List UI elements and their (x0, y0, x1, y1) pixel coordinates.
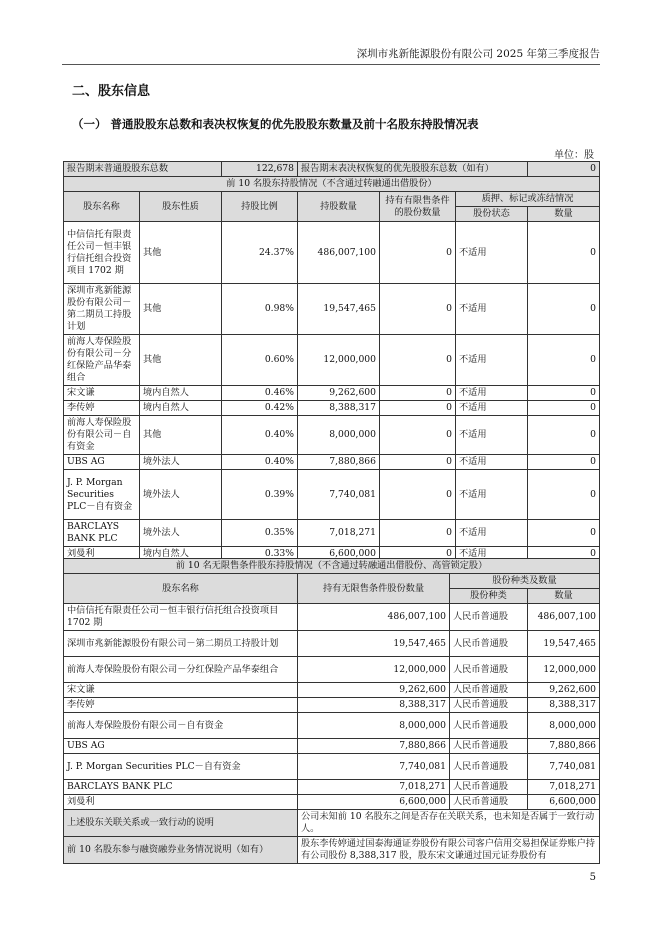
shareholder-qty: 6,600,000 (298, 547, 380, 562)
shareholder-ratio: 0.40% (222, 416, 298, 455)
pledge-qty: 0 (528, 401, 600, 416)
table-row (64, 386, 600, 401)
shareholder-qty: 7,018,271 (298, 520, 380, 547)
shareholder-nature: 境内自然人 (140, 386, 222, 401)
shareholder-restricted: 0 (380, 386, 456, 401)
table-row (64, 284, 600, 335)
shareholder-nature: 境内自然人 (140, 547, 222, 562)
share-kind: 人民币普通股 (450, 604, 528, 631)
table-row (64, 520, 600, 547)
shareholder-restricted: 0 (380, 547, 456, 562)
shareholder-name: 宋文谦 (64, 386, 140, 401)
shareholder-ratio: 0.33% (222, 547, 298, 562)
pledge-status: 不适用 (456, 520, 528, 547)
page-number: 5 (589, 872, 596, 883)
holder-qty: 7,018,271 (298, 780, 450, 795)
shareholder-qty: 7,880,866 (298, 455, 380, 470)
shareholder-ratio: 0.35% (222, 520, 298, 547)
pledge-qty: 0 (528, 222, 600, 284)
summary-value-common: 122,678 (222, 162, 298, 177)
table-row (64, 416, 600, 455)
page-header: 深圳市兆新能源股份有限公司 2025 年第三季度报告 (62, 46, 600, 65)
shareholder-name: 前海人寿保险股份有限公司－自有资金 (64, 416, 140, 455)
table-row (64, 780, 600, 795)
table-row (64, 401, 600, 416)
shareholder-name: 深圳市兆新能源股份有限公司－第二期员工持股计划 (64, 284, 140, 335)
relation-note-text: 公司未知前 10 名股东之间是否存在关联关系，也未知是否属于一致行动人。 (298, 810, 600, 837)
shareholder-nature: 其他 (140, 335, 222, 386)
col-header-pledge-status: 股份状态 (456, 207, 528, 222)
holder-qty: 6,600,000 (298, 795, 450, 810)
shareholder-restricted: 0 (380, 222, 456, 284)
shareholder-qty: 8,000,000 (298, 416, 380, 455)
share-kind: 人民币普通股 (450, 657, 528, 683)
col-header-name: 股东名称 (64, 192, 140, 222)
pledge-qty: 0 (528, 547, 600, 562)
pledge-qty: 0 (528, 416, 600, 455)
share-amount: 6,600,000 (528, 795, 600, 810)
holder-name: 刘曼利 (64, 795, 298, 810)
pledge-status: 不适用 (456, 386, 528, 401)
share-kind: 人民币普通股 (450, 698, 528, 713)
shareholder-nature: 境内自然人 (140, 401, 222, 416)
share-amount: 8,388,317 (528, 698, 600, 713)
shareholder-nature: 境外法人 (140, 455, 222, 470)
col-header-ratio: 持股比例 (222, 192, 298, 222)
holder-qty: 9,262,600 (298, 683, 450, 698)
share-amount: 7,740,081 (528, 754, 600, 780)
share-kind: 人民币普通股 (450, 795, 528, 810)
shareholder-qty: 19,547,465 (298, 284, 380, 335)
share-amount: 19,547,465 (528, 631, 600, 657)
pledge-status: 不适用 (456, 222, 528, 284)
holder-name: 宋文谦 (64, 683, 298, 698)
shareholder-restricted: 0 (380, 284, 456, 335)
shareholder-qty: 7,740,081 (298, 470, 380, 520)
shareholder-restricted: 0 (380, 335, 456, 386)
shareholder-qty: 486,007,100 (298, 222, 380, 284)
shareholder-restricted: 0 (380, 520, 456, 547)
shareholder-qty: 8,388,317 (298, 401, 380, 416)
pledge-qty: 0 (528, 335, 600, 386)
subsection-title: （一） 普通股股东总数和表决权恢复的优先股股东数量及前十名股东持股情况表 (72, 117, 479, 131)
share-amount: 8,000,000 (528, 713, 600, 739)
shareholder-restricted: 0 (380, 416, 456, 455)
table-row (64, 604, 600, 631)
shareholder-qty: 12,000,000 (298, 335, 380, 386)
shareholder-nature: 其他 (140, 416, 222, 455)
shareholder-name: 前海人寿保险股份有限公司－分红保险产品华泰组合 (64, 335, 140, 386)
share-kind: 人民币普通股 (450, 780, 528, 795)
pledge-qty: 0 (528, 455, 600, 470)
share-amount: 486,007,100 (528, 604, 600, 631)
share-kind: 人民币普通股 (450, 754, 528, 780)
shareholder-name: UBS AG (64, 455, 140, 470)
table-row (64, 631, 600, 657)
shareholder-name: 刘曼利 (64, 547, 140, 562)
shareholder-name: BARCLAYS BANK PLC (64, 520, 140, 547)
table-row (64, 657, 600, 683)
table-row (64, 683, 600, 698)
share-kind: 人民币普通股 (450, 713, 528, 739)
shareholder-restricted: 0 (380, 470, 456, 520)
shareholder-ratio: 0.39% (222, 470, 298, 520)
table-row (64, 795, 600, 810)
holder-qty: 12,000,000 (298, 657, 450, 683)
holder-qty: 7,740,081 (298, 754, 450, 780)
pledge-status: 不适用 (456, 335, 528, 386)
table-row (64, 713, 600, 739)
table-row (64, 222, 600, 284)
col-header-share-amount: 数量 (528, 589, 600, 604)
holder-qty: 8,000,000 (298, 713, 450, 739)
holder-name: 中信信托有限责任公司－恒丰银行信托组合投资项目 1702 期 (64, 604, 298, 631)
holder-qty: 19,547,465 (298, 631, 450, 657)
summary-label-preferred: 报告期末表决权恢复的优先股股东总数（如有） (298, 162, 528, 177)
shareholder-ratio: 24.37% (222, 222, 298, 284)
holder-name: 前海人寿保险股份有限公司－分红保险产品华泰组合 (64, 657, 298, 683)
margin-note-label: 前 10 名股东参与融资融券业务情况说明（如有） (64, 837, 298, 864)
margin-note-row (64, 837, 600, 864)
margin-note-text: 股东李传婷通过国泰海通证券股份有限公司客户信用交易担保证券账户持有公司股份 8,388,317 股，股东宋文谦通过国元证券股份有 (298, 837, 600, 864)
col-header-pledge-group: 质押、标记或冻结情况 (456, 192, 600, 207)
share-amount: 12,000,000 (528, 657, 600, 683)
shareholder-nature: 其他 (140, 284, 222, 335)
table-row (64, 754, 600, 780)
holder-name: 李传婷 (64, 698, 298, 713)
shareholder-name: J. P. Morgan Securities PLC－自有资金 (64, 470, 140, 520)
pledge-status: 不适用 (456, 284, 528, 335)
unrestricted-title: 前 10 名无限售条件股东持股情况（不含通过转融通出借股份、高管锁定股） (64, 559, 600, 574)
col-header-name: 股东名称 (64, 574, 298, 604)
col-header-qty: 持股数量 (298, 192, 380, 222)
shareholder-name: 李传婷 (64, 401, 140, 416)
shareholder-restricted: 0 (380, 401, 456, 416)
pledge-qty: 0 (528, 520, 600, 547)
table-row (64, 739, 600, 754)
table-row (64, 335, 600, 386)
pledge-qty: 0 (528, 284, 600, 335)
unrestricted-header-row (64, 574, 600, 589)
holder-qty: 8,388,317 (298, 698, 450, 713)
col-header-nature: 股东性质 (140, 192, 222, 222)
holder-name: 前海人寿保险股份有限公司－自有资金 (64, 713, 298, 739)
holder-name: BARCLAYS BANK PLC (64, 780, 298, 795)
share-kind: 人民币普通股 (450, 631, 528, 657)
shareholder-ratio: 0.42% (222, 401, 298, 416)
pledge-status: 不适用 (456, 470, 528, 520)
holder-name: 深圳市兆新能源股份有限公司－第二期员工持股计划 (64, 631, 298, 657)
unit-label: 单位：股 (554, 150, 594, 161)
unrestricted-title-row (64, 559, 600, 574)
col-header-restricted: 持有有限售条件的股份数量 (380, 192, 456, 222)
shareholder-ratio: 0.46% (222, 386, 298, 401)
shareholder-ratio: 0.60% (222, 335, 298, 386)
table-row (64, 455, 600, 470)
summary-row (64, 162, 600, 177)
section-title: 二、股东信息 (72, 84, 151, 99)
top10-header-row (64, 192, 600, 207)
pledge-qty: 0 (528, 470, 600, 520)
shareholder-table (63, 161, 600, 562)
pledge-qty: 0 (528, 386, 600, 401)
top10-title: 前 10 名股东持股情况（不含通过转融通出借股份） (64, 177, 600, 192)
share-kind: 人民币普通股 (450, 739, 528, 754)
summary-label-common: 报告期末普通股股东总数 (64, 162, 222, 177)
shareholder-nature: 其他 (140, 222, 222, 284)
col-header-unrestricted-qty: 持有无限售条件股份数量 (298, 574, 450, 604)
shareholder-ratio: 0.98% (222, 284, 298, 335)
shareholder-qty: 9,262,600 (298, 386, 380, 401)
relation-note-label: 上述股东关联关系或一致行动的说明 (64, 810, 298, 837)
shareholder-nature: 境外法人 (140, 470, 222, 520)
shareholder-restricted: 0 (380, 455, 456, 470)
pledge-status: 不适用 (456, 455, 528, 470)
holder-name: J. P. Morgan Securities PLC－自有资金 (64, 754, 298, 780)
share-kind: 人民币普通股 (450, 683, 528, 698)
share-amount: 9,262,600 (528, 683, 600, 698)
col-header-pledge-qty: 数量 (528, 207, 600, 222)
top10-title-row (64, 177, 600, 192)
table-row (64, 698, 600, 713)
shareholder-name: 中信信托有限责任公司－恒丰银行信托组合投资项目 1702 期 (64, 222, 140, 284)
unrestricted-table (63, 558, 600, 864)
summary-value-preferred: 0 (528, 162, 600, 177)
share-amount: 7,880,866 (528, 739, 600, 754)
holder-name: UBS AG (64, 739, 298, 754)
col-header-share-kind: 股份种类 (450, 589, 528, 604)
holder-qty: 7,880,866 (298, 739, 450, 754)
pledge-status: 不适用 (456, 401, 528, 416)
relation-note-row (64, 810, 600, 837)
col-header-share-group: 股份种类及数量 (450, 574, 600, 589)
pledge-status: 不适用 (456, 547, 528, 562)
table-row (64, 470, 600, 520)
shareholder-ratio: 0.40% (222, 455, 298, 470)
shareholder-nature: 境外法人 (140, 520, 222, 547)
holder-qty: 486,007,100 (298, 604, 450, 631)
share-amount: 7,018,271 (528, 780, 600, 795)
pledge-status: 不适用 (456, 416, 528, 455)
